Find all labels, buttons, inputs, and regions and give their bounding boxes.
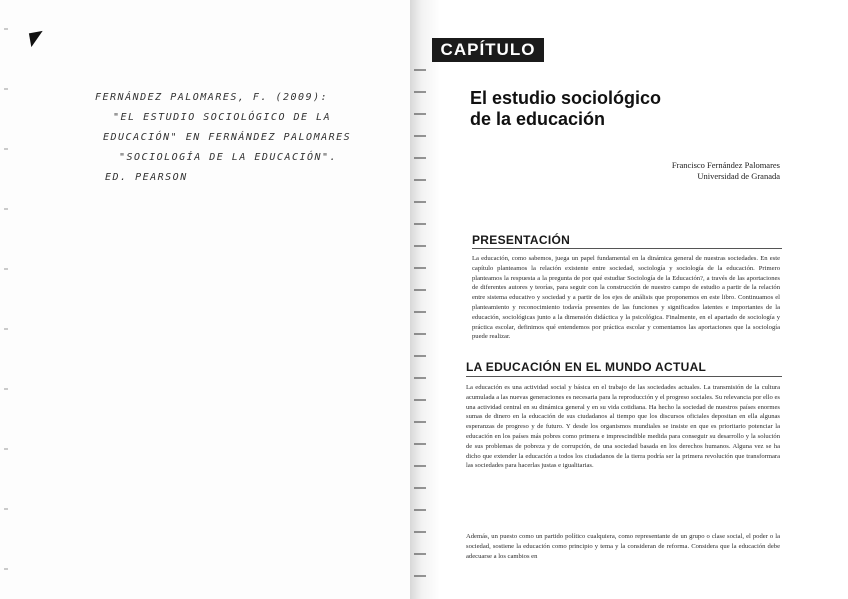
- section-heading-educacion: LA EDUCACIÓN EN EL MUNDO ACTUAL: [466, 360, 707, 374]
- section-heading-presentacion: PRESENTACIÓN: [472, 233, 571, 247]
- author-affiliation: Universidad de Granada: [697, 171, 780, 181]
- author-name: Francisco Fernández Palomares: [671, 160, 780, 170]
- corner-mark-icon: [29, 31, 45, 47]
- handwritten-line: "SOCIOLOGÍA DE LA EDUCACIÓN".: [119, 152, 338, 163]
- author-block: [672, 160, 780, 182]
- chapter-label: CAPÍTULO: [432, 38, 544, 62]
- handwritten-line: EDUCACIÓN" EN FERNÁNDEZ PALOMARES: [103, 132, 352, 143]
- educacion-paragraph: La educación es una actividad social y básica en el trabajo de las sociedades actuales. La transmisión de la cultura acumulada a las nuevas generaciones es necesaria para la reproducción y el progreso sociales. Su relevancia por ello es una actividad central en su dinámica general y en su vida cotidiana. Ha hecho la sociedad de nuestros países enormes sumas de dinero en la educación de sus ciudadanos al tiempo que los discursos oficiales depositan en ella algunas esperanzas de progreso y de futuro. Y desde los organismos mundiales se insiste en que es prioritario potenciar la educación en los países más pobres como primera e imprescindible medida para conseguir su desarrollo y la solución de sus problemas de pobreza y de corrupción, de una sociedad basada en los derechos humanos. Alguna vez se ha dicho que extender la educación a todos los ciudadanos de la tierra podría ser la primera revolución que transformara las sociedades para hacerlas justas e igualitarias.: [466, 384, 780, 470]
- presentacion-paragraph: La educación, como sabemos, juega un papel fundamental en la dinámica general de nuestras sociedades. En este capítulo planteamos la relación existente entre sociedad, sociología y sociología de la educación. Primero planteamos la respuesta a la pregunta de por qué estudiar Sociología de la Educación?, a través de las aportaciones de diferentes autores y teorías, para seguir con la construcción de nuestro campo de estudio a partir de la relación entre sistema educativo y sociedad y a partir de los ejes de análisis que proponemos en este libro. Continuamos el planteamiento y reconocimiento todavía presentes de las funciones y significados latentes e importantes de la educación, sociológicas junto a la dimensión didáctica y la psicológica. Finalmente, en el apartado de sociología y práctica escolar, definimos qué entendemos por práctica escolar y comentamos las aportaciones que la sociología puede realizar.: [472, 255, 780, 341]
- binding-holes: [4, 0, 8, 599]
- handwritten-line: FERNÁNDEZ PALOMARES, F. (2009):: [95, 92, 329, 103]
- section-rule: [472, 248, 782, 249]
- handwritten-line: ED. PEARSON: [105, 172, 188, 183]
- handwritten-citation: [95, 88, 395, 188]
- educacion-paragraph-2: Además, un puesto como un partido político cualquiera, como representante de un grupo o clase social, el poder o la sociedad, sostiene la educación como principio y tema y la consideran de reforma. Considera que la educación debe adecuarse a los cambios en: [466, 533, 780, 560]
- chapter-title: [470, 88, 730, 130]
- gutter-shadow: [414, 60, 426, 580]
- handwritten-line: "EL ESTUDIO SOCIOLÓGICO DE LA: [113, 112, 332, 123]
- chapter-title-line: de la educación: [470, 109, 606, 129]
- chapter-title-line: El estudio sociológico: [470, 88, 662, 108]
- section-rule: [466, 376, 782, 377]
- left-page: [0, 0, 410, 599]
